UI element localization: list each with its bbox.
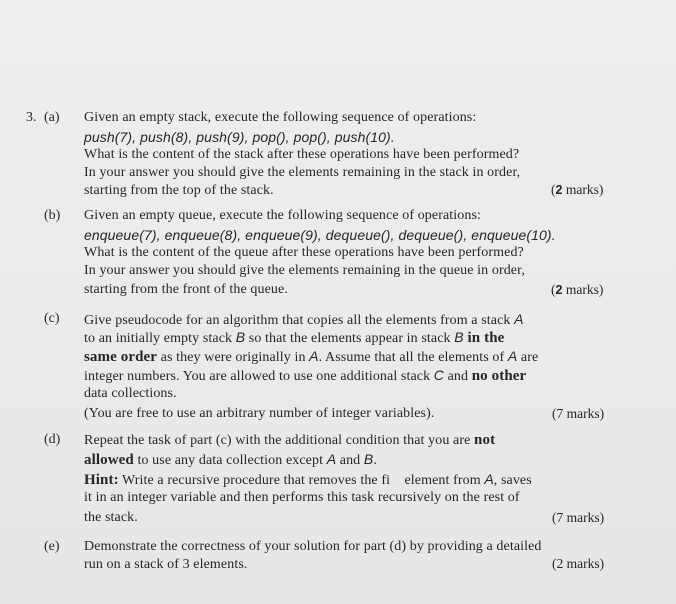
part-e-line-1: Demonstrate the correctness of your solution for part (d) by providing a detailed: [84, 539, 542, 554]
part-b-operations: enqueue(7), enqueue(8), enqueue(9), dequeue(), dequeue(), enqueue(10).: [84, 227, 556, 243]
part-c-line-6: (You are free to use an arbitrary number of integer variables).: [84, 406, 435, 421]
part-c-line-4: [84, 366, 526, 386]
variable-b: B: [363, 451, 374, 467]
text: and: [444, 369, 472, 384]
variable-b: B: [235, 329, 246, 345]
text: so that the elements appear in stack: [245, 331, 455, 346]
variable-a: A: [326, 451, 337, 467]
text: Repeat the task of part (c) with the additional condition that you are: [84, 433, 475, 448]
part-b-line-5: starting from the front of the queue.: [84, 282, 288, 297]
text: are: [517, 350, 539, 365]
part-a-label: (a): [44, 110, 60, 125]
part-d-line-2: [84, 450, 377, 470]
text: Give pseudocode for an algorithm that copies all the elements from a stack: [84, 313, 515, 328]
text: integer numbers. You are allowed to use one additional stack: [84, 369, 434, 384]
part-b-marks: [551, 281, 603, 299]
text: . Assume that all the elements of: [318, 350, 508, 365]
part-e-line-2: run on a stack of 3 elements.: [84, 557, 248, 572]
text: to an initially empty stack: [84, 331, 236, 346]
part-c-line-2: [84, 328, 504, 348]
part-c-marks: (7 marks): [552, 406, 605, 421]
marks-word: marks): [565, 282, 604, 297]
emphasis: no other: [471, 368, 527, 384]
part-d-label: (d): [44, 432, 61, 447]
part-a-operations: push(7), push(8), push(9), pop(), pop(), push(10).: [84, 129, 395, 145]
part-b-line-4: In your answer you should give the elements remaining in the queue in order,: [84, 263, 525, 278]
part-b-line-3: What is the content of the queue after these operations have been performed?: [84, 245, 524, 260]
text: to use any data collection except: [133, 453, 327, 468]
part-d-marks: (7 marks): [552, 510, 605, 525]
emphasis: not: [474, 432, 496, 448]
variable-a: A: [484, 471, 494, 487]
text: , saves: [493, 473, 532, 488]
variable-a: A: [514, 311, 524, 327]
part-a-line-3: What is the content of the stack after these operations have been performed?: [84, 147, 520, 162]
part-b-label: (b): [44, 208, 61, 223]
variable-b: B: [454, 329, 464, 345]
variable-a: A: [309, 348, 319, 364]
part-d-line-3: [84, 470, 532, 490]
part-a-line-5: starting from the top of the stack.: [84, 183, 274, 198]
part-d-line-5: the stack.: [84, 510, 138, 525]
hint-label: Hint:: [84, 472, 119, 488]
part-e-marks: (2 marks): [552, 556, 605, 571]
marks-number: 2: [555, 183, 563, 197]
marks-open-paren: (: [551, 182, 556, 197]
text: and: [336, 453, 364, 468]
part-d-line-1: [84, 431, 495, 450]
marks-number: 2: [555, 283, 563, 297]
part-c-line-1: [84, 310, 524, 330]
part-d-line-4: it in an integer variable and then performs this task recursively on the rest of: [84, 490, 520, 505]
part-b-line-1: Given an empty queue, execute the following sequence of operations:: [84, 208, 482, 223]
part-e-label: (e): [44, 539, 60, 554]
part-a-line-1: Given an empty stack, execute the following sequence of operations:: [84, 110, 477, 125]
emphasis: in the: [463, 330, 505, 346]
part-c-line-3: [84, 347, 538, 367]
text: Write a recursive procedure that removes the fi element from: [118, 473, 485, 488]
part-a-line-4: In your answer you should give the elements remaining in the stack in order,: [84, 165, 521, 180]
part-c-label: (c): [44, 311, 60, 326]
variable-a: A: [507, 348, 518, 364]
marks-word: marks): [565, 182, 604, 197]
question-number: 3.: [26, 110, 37, 125]
part-a-marks: [551, 181, 603, 199]
part-c-line-5: data collections.: [84, 386, 177, 401]
variable-c: C: [433, 367, 445, 383]
marks-open-paren: (: [551, 282, 556, 297]
text: .: [373, 453, 377, 468]
text: as they were originally in: [157, 350, 310, 365]
emphasis: same order: [84, 349, 158, 365]
emphasis: allowed: [84, 452, 134, 468]
